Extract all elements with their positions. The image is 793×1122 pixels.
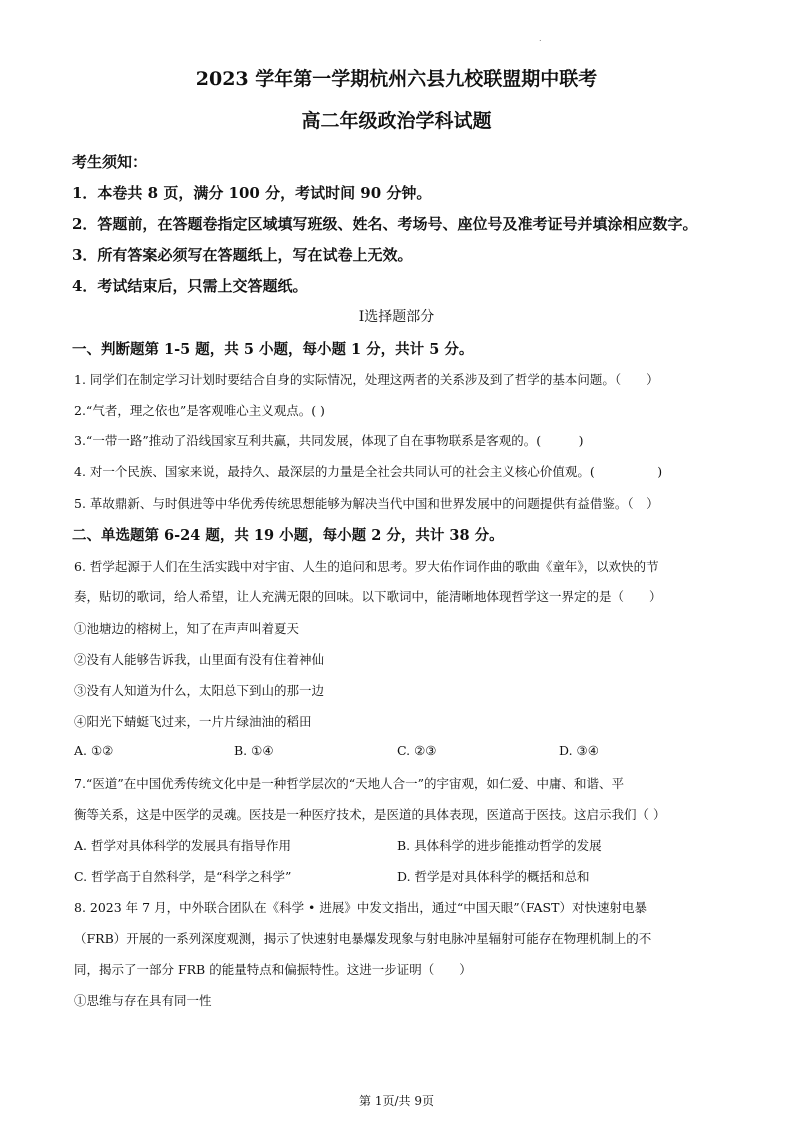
- question-2: 2.“气者，理之依也”是客观唯心主义观点。( ): [74, 403, 325, 418]
- question-8-line2: （FRB）开展的一系列深度观测，揭示了快速射电暴爆发现象与射电脉冲星辐射可能存在物理机制上的不: [74, 931, 652, 946]
- question-7-line2: 衡等关系，这是中医学的灵魂。医技是一种医疗技术，是医道的具体表现，医道高于医技。这启示我们（ ）: [74, 807, 666, 822]
- question-6-option-2: ②没有人能够告诉我，山里面有没有住着神仙: [74, 652, 325, 667]
- notice-item-3: 3．所有答案必须写在答题纸上，写在试卷上无效。: [72, 246, 413, 264]
- section2-heading: 二、单选题第 6-24 题，共 19 小题，每小题 2 分，共计 38 分。: [72, 527, 504, 544]
- question-6-choice-a: A. ①②: [74, 743, 114, 758]
- question-6-option-1: ①池塘边的榕树上，知了在声声叫着夏天: [74, 621, 300, 636]
- page-mark-dot: .: [539, 34, 542, 43]
- question-4: 4. 对一个民族、国家来说，最持久、最深层的力量是全社会共同认可的社会主义核心价值观。( ): [74, 464, 663, 479]
- notice-item-1: 1．本卷共 8 页，满分 100 分，考试时间 90 分钟。: [72, 184, 432, 202]
- question-7-line1: 7.“医道”在中国优秀传统文化中是一种哲学层次的“天地人合一”的宇宙观，如仁爱、中庸、和谐、平: [74, 776, 624, 791]
- part-title: Ⅰ选择题部分: [358, 309, 435, 325]
- notice-item-2: 2．答题前，在答题卷指定区域填写班级、姓名、考场号、座位号及准考证号并填涂相应数字。: [72, 215, 698, 233]
- question-8-line1: 8. 2023 年 7 月，中外联合团队在《科学 • 进展》中发文指出，通过“中国天眼”（FAST）对快速射电暴: [74, 900, 647, 915]
- question-8-line3: 同，揭示了一部分 FRB 的能量特点和偏振特性。这进一步证明（ ）: [74, 962, 472, 977]
- question-3: 3.“一带一路”推动了沿线国家互利共赢，共同发展，体现了自在事物联系是客观的。( ): [74, 433, 584, 448]
- question-7-choice-a: A. 哲学对具体科学的发展具有指导作用: [74, 838, 291, 853]
- question-7-choice-d: D. 哲学是对具体科学的概括和总和: [397, 869, 590, 884]
- question-7-choice-b: B. 具体科学的进步能推动哲学的发展: [397, 838, 602, 853]
- section1-heading: 一、判断题第 1-5 题，共 5 小题，每小题 1 分，共计 5 分。: [72, 341, 474, 358]
- question-8-option-1: ①思维与存在具有同一性: [74, 993, 212, 1008]
- question-6-option-4: ④阳光下蜻蜓飞过来，一片片绿油油的稻田: [74, 714, 312, 729]
- question-6-choice-b: B. ①④: [234, 743, 274, 758]
- page-footer: 第 1页/共 9页: [359, 1094, 434, 1108]
- question-1: 1. 同学们在制定学习计划时要结合自身的实际情况，处理这两者的关系涉及到了哲学的基本问题。（ ）: [74, 372, 659, 387]
- question-5: 5. 革故鼎新、与时俱进等中华优秀传统思想能够为解决当代中国和世界发展中的问题提供有益借鉴。（ ）: [74, 496, 659, 511]
- question-6-option-3: ③没有人知道为什么，太阳总下到山的那一边: [74, 683, 325, 698]
- exam-subtitle: 高二年级政治学科试题: [301, 110, 492, 132]
- exam-title: 2023 学年第一学期杭州六县九校联盟期中联考: [195, 68, 598, 90]
- notice-heading: 考生须知：: [72, 153, 148, 171]
- question-6-choice-d: D. ③④: [559, 743, 599, 758]
- question-6-line2: 奏，贴切的歌词，给人希望，让人充满无限的回味。以下歌词中，能清晰地体现哲学这一界定的是（ ）: [74, 589, 662, 604]
- question-6-choice-c: C. ②③: [397, 743, 437, 758]
- question-6-line1: 6. 哲学起源于人们在生活实践中对宇宙、人生的追问和思考。罗大佑作词作曲的歌曲《童年》，以欢快的节: [74, 559, 659, 574]
- question-7-choice-c: C. 哲学高于自然科学，是“科学之科学”: [74, 869, 292, 884]
- notice-item-4: 4．考试结束后，只需上交答题纸。: [72, 277, 308, 295]
